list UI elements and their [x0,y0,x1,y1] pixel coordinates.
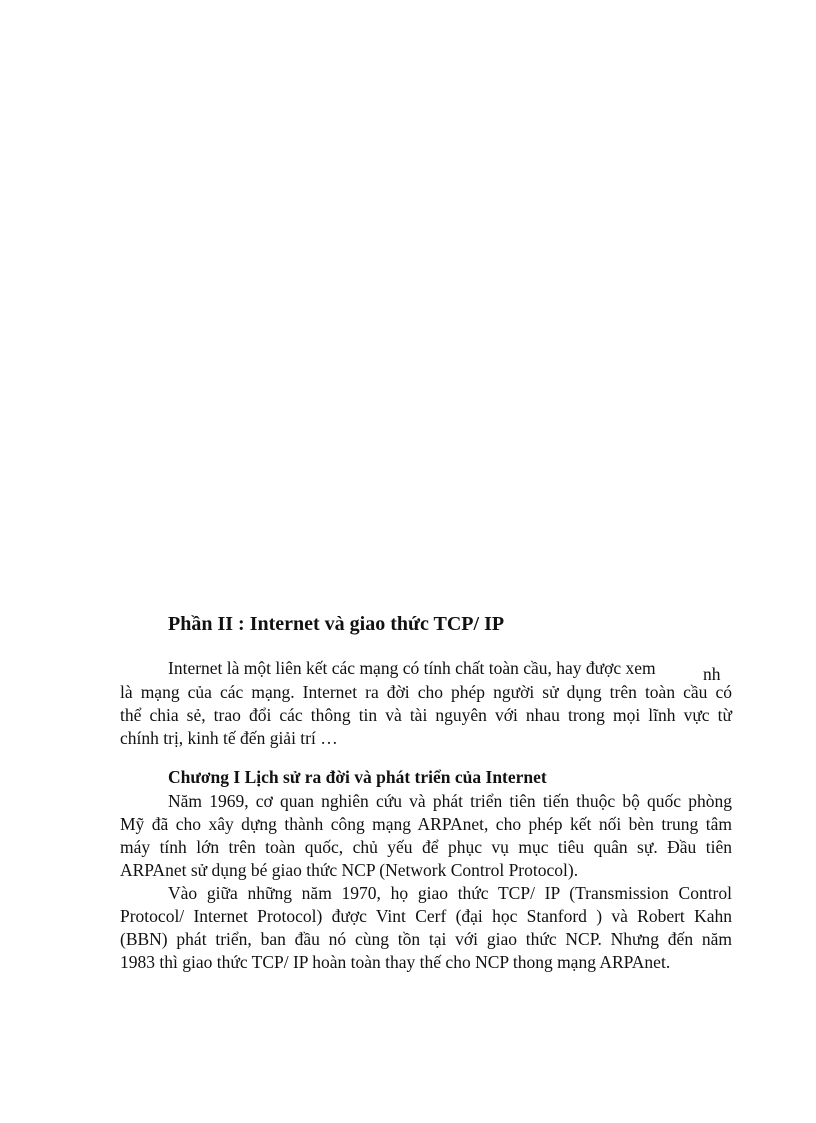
para1-line-2: Mỹ đã cho xây dựng thành công mạng ARPAnet, cho phép kết nối bèn trung tâm [120,814,732,834]
para2-line-3: (BBN) phát triển, ban đầu nó cùng tồn tại với giao thức NCP. Nhưng đến năm [120,929,732,949]
para2-line-1: Vào giữa những năm 1970, họ giao thức TCP/ IP (Transmission Control [168,883,732,903]
para1-line-1: Năm 1969, cơ quan nghiên cứu và phát triển tiên tiến thuộc bộ quốc phòng [168,791,732,811]
intro-line-2: là mạng của các mạng. Internet ra đời cho phép người sử dụng trên toàn cầu có [120,682,732,702]
para2-line-4: 1983 thì giao thức TCP/ IP hoàn toàn thay thế cho NCP thong mạng ARPAnet. [120,952,671,972]
part-title: Phần II : Internet và giao thức TCP/ IP [168,613,505,635]
intro-line-4: chính trị, kinh tế đến giải trí … [120,728,338,748]
para1-line-4: ARPAnet sử dụng bé giao thức NCP (Network Control Protocol). [120,860,579,880]
chapter-title: Chương I Lịch sử ra đời và phát triển của Internet [168,767,547,787]
intro-line-1: Internet là một liên kết các mạng có tính chất toàn cầu, hay được xem [168,658,656,678]
intro-line-3: thể chia sẻ, trao đổi các thông tin và tài nguyên với nhau trong mọi lĩnh vực từ [120,705,732,725]
para2-line-2: Protocol/ Internet Protocol) được Vint Cerf (đại học Stanford ) và Robert Kahn [120,906,732,926]
para1-line-3: máy tính lớn trên toàn quốc, chủ yếu để phục vụ mục tiêu quân sự. Đầu tiên [120,837,732,857]
intro-line-1-overflow: nh [703,664,721,684]
